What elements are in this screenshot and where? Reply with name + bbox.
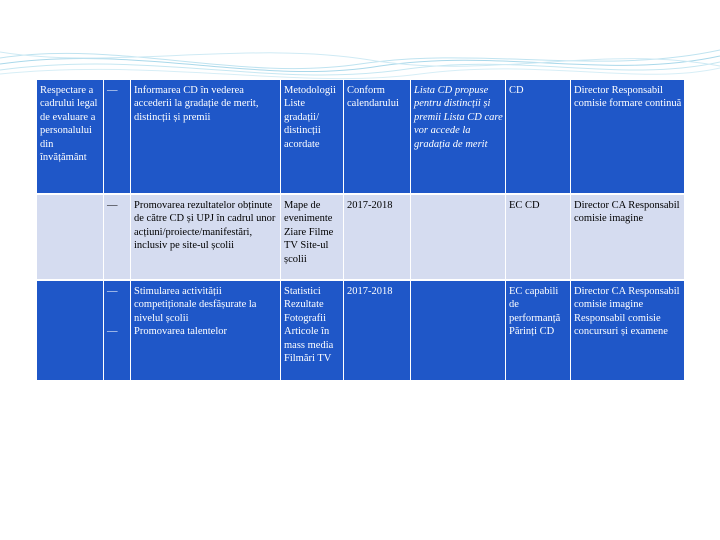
- bullet-cell: [104, 80, 131, 194]
- domain-cell: [37, 194, 104, 280]
- table-row: [37, 280, 685, 380]
- responsible-cell: Director CA Responsabil comisie imagine Responsabil comisie concursuri și examene: [571, 280, 685, 380]
- domain-cell: Respectare a cadrului legal de evaluare a personalului din învățământ: [37, 80, 104, 194]
- responsible-cell: Director Responsabil comisie formare continuă: [571, 80, 685, 194]
- indicators-cell: [411, 280, 506, 380]
- responsible-group-cell: EC capabili de performanță Părinți CD: [506, 280, 571, 380]
- resources-cell: Mape de evenimente Ziare Filme TV Site-ul școlii: [281, 194, 344, 280]
- dash-bullet: —: [107, 326, 118, 338]
- action-text: Stimularea activității competiționale desfășurate la nivelul școlii: [134, 286, 257, 324]
- responsible-group-cell: CD: [506, 80, 571, 194]
- period-cell: 2017-2018: [344, 194, 411, 280]
- action-cell: [131, 280, 281, 380]
- action-text: Promovarea talentelor: [134, 326, 228, 338]
- bullet-cell: [104, 194, 131, 280]
- domain-cell: [37, 280, 104, 380]
- indicators-cell: Lista CD propuse pentru distincții și premii Lista CD care vor accede la gradația de merit: [411, 80, 506, 194]
- table-row: [37, 194, 685, 280]
- period-cell: 2017-2018: [344, 280, 411, 380]
- resources-cell: Metodologii Liste gradații/ distincții acordate: [281, 80, 344, 194]
- indicators-cell: [411, 194, 506, 280]
- decorative-wave-header: [0, 0, 720, 90]
- bullet-cell: [104, 280, 131, 380]
- responsible-cell: Director CA Responsabil comisie imagine: [571, 194, 685, 280]
- period-cell: Conform calendarului: [344, 80, 411, 194]
- action-cell: [131, 194, 281, 280]
- dash-bullet: —: [107, 200, 118, 211]
- dash-bullet: —: [107, 286, 118, 297]
- responsible-group-cell: EC CD: [506, 194, 571, 280]
- action-cell: [131, 80, 281, 194]
- dash-bullet: —: [107, 85, 118, 96]
- table-row: [37, 80, 685, 194]
- resources-cell: Statistici Rezultate Fotografii Articole în mass media Filmări TV: [281, 280, 344, 380]
- action-text: Promovarea rezultatelor obținute de către CD și UPJ în cadrul unor acțiuni/proiecte/manifestări, inclusiv pe site-ul școlii: [134, 200, 276, 252]
- action-plan-table: [36, 80, 685, 380]
- action-text: Informarea CD în vederea accederii la gradație de merit, distincții și premii: [134, 85, 259, 123]
